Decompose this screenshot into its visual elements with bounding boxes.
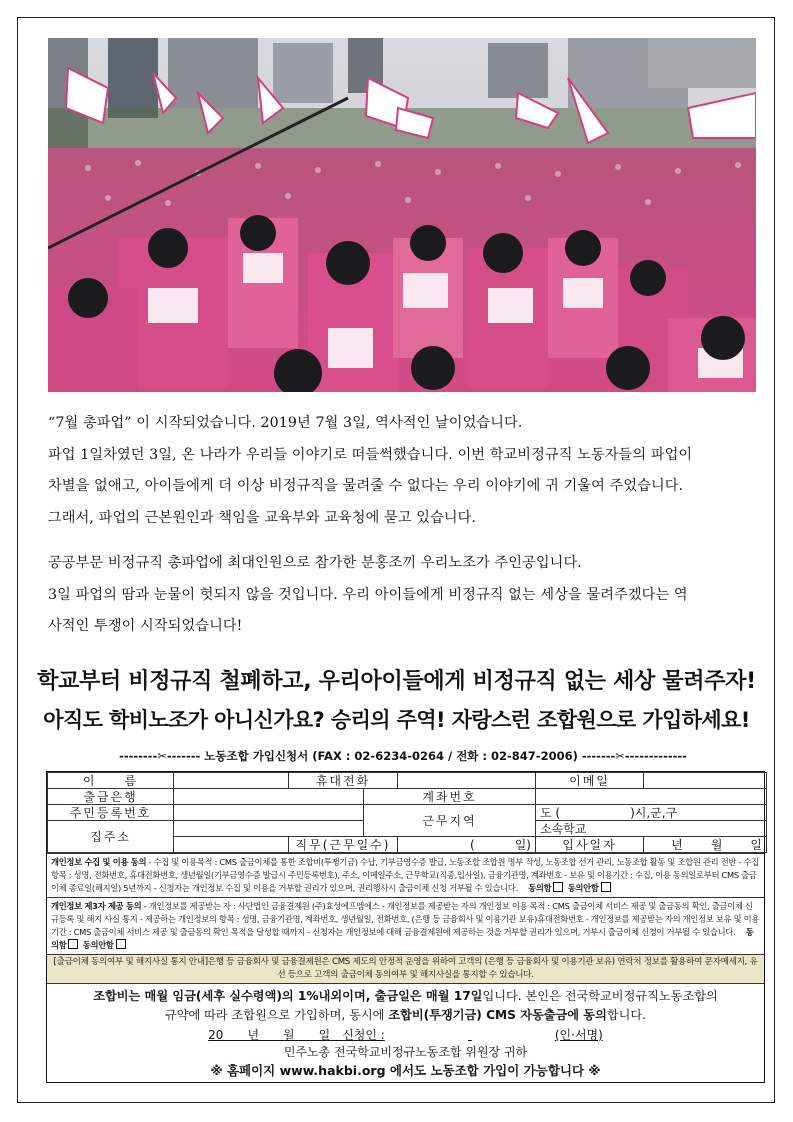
membership-application-form xyxy=(46,771,765,1083)
intro-line-2: 파업 1일차였던 3일, 온 나라가 우리들 이야기로 떠들썩했습니다. 이번 학교비정규직 노동자들의 파업이 xyxy=(48,446,693,463)
consent-third-party-title: 개인정보 제3자 제공 동의 xyxy=(51,901,142,911)
second-paragraph xyxy=(48,548,758,643)
consent-collection-agree-label: 동의함 xyxy=(528,883,552,893)
consent-third-party-text: - 개인정보를 제공받는 자 : 사단법인 금융결제원 (주)효성에프엠에스 - 개인정보를 제공받는 자의 개인정보 이용 목적 : CMS 출금이체 서비스 제공 및 출금동의 확인, 출금이체 신규등록 및 해지 사실 통지 - 제공하는 개인정보의 항목 : 성명, 금융기관명, 계좌번호, 생년월일, 전화번호, (은행 등 금융회사 및 이용기관 보유)휴대전화번호 - 개인정보를 제공받는 자의 개인정보 보유 및 이용기간 : CMS 출금이체 서비스 제공 및 출금동의 확인 목적을 달성할 때까지 - 신청자는 개인정보에 대해 금융결제원에 제공하는 것을 거부할 권리가 있으며, 거부시 출금이체 신청이 거부될 수 있습니다. xyxy=(51,901,760,937)
consent-third-party-disagree-checkbox[interactable] xyxy=(116,939,126,949)
name-label: 이 름 xyxy=(48,773,174,789)
month-label: 월 xyxy=(710,837,723,852)
consent-third-party-agree-checkbox[interactable] xyxy=(68,939,78,949)
fee-statement-end: 합니다. xyxy=(606,1008,647,1022)
consent-collection-disagree-checkbox[interactable] xyxy=(601,882,611,892)
intro-line-4: 그래서, 파업의 근본원인과 책임을 교육부와 교육청에 묻고 있습니다. xyxy=(48,509,477,526)
consent-third-party-section xyxy=(47,897,764,954)
consent-collection-text: - 수집 및 이용목적 : CMS 출금이체를 통한 조합비(투쟁기금) 수납, 기부금영수증 발급, 노동조합 조합원 명부 작성, 노동조합 선거 관리, 노동조합 활동 및 조합원 관리 전반 - 수집항목 : 성명, 전화번호, 휴대전화번호, 생년월일(기부금영수증 발급시 주민등록번호), 주소, 이메일주소, 근무학교(직종,입사일), 금융기관명, 계좌번호 - 보유 및 이용기간 : 수집, 이용 동의일로부터 CMS 출금이체 종료일(해지일) 5년까지 - 신청자는 개인정보 수집 및 이용을 거부할 권리가 있으며, 권리행사시 출금이체 신청 거부될 수 있습니다. xyxy=(51,857,759,893)
slogan-headline: 학교부터 비정규직 철폐하고, 우리아이들에게 비정규직 없는 세상 물려주자! xyxy=(37,669,756,694)
fee-statement-bold: 조합비는 매월 임금(세후 실수령액)의 1%내외이며, 출금일은 매월 17일 xyxy=(93,989,483,1003)
withdrawal-notice: [출금이체 동의여부 및 해지사실 통지 안내]은행 등 금융회사 및 금융결제원은 CMS 제도의 안정적 운영을 위하여 고객의 (은행 등 금융회사 및 이용기관 보유) 연락처 정보를 활용하여 문자메세지, 유선 등으로 고객의 출금이체 동의여부 및 해지사실을 통지할 수 있습니다. xyxy=(47,954,764,983)
job-label: 직무(근무일수) xyxy=(289,837,398,853)
consent-collection-section xyxy=(47,853,764,897)
job-field[interactable] xyxy=(398,837,536,853)
province-field[interactable] xyxy=(536,805,767,821)
join-date-field[interactable] xyxy=(644,837,767,853)
signature-seal: (인·서명) xyxy=(554,1028,603,1042)
consent-collection-agree-checkbox[interactable] xyxy=(553,882,563,892)
province-prefix: 도 ( xyxy=(540,805,561,820)
name-field[interactable] xyxy=(174,773,289,789)
rrn-label: 주민등록번호 xyxy=(48,805,174,821)
account-field[interactable] xyxy=(536,789,767,805)
school-label: 소속학교 xyxy=(540,821,587,836)
consent-third-party-disagree-label: 동의안함 xyxy=(82,940,114,950)
rrn-field[interactable] xyxy=(174,805,364,821)
year-label: 년 xyxy=(671,837,683,852)
consent-collection-disagree-label: 동의안함 xyxy=(567,883,599,893)
fee-statement-line2: 규약에 따라 조합원으로 가입하며, 동시에 xyxy=(164,1008,389,1022)
province-suffix: )시,군,구 xyxy=(630,805,678,820)
signature-line xyxy=(47,1027,764,1044)
school-field[interactable] xyxy=(536,821,767,837)
address-label: 집주소 xyxy=(48,821,174,853)
job-paren-close: 일) xyxy=(514,837,531,852)
fee-cms-consent: 조합비(투쟁기금) CMS 자동출금에 동의 xyxy=(388,1008,607,1022)
address-field[interactable] xyxy=(174,821,364,837)
phone-label: 휴대전화 xyxy=(289,773,398,789)
bank-label: 출금은행 xyxy=(48,789,174,805)
second-line-1: 공공부문 비정규직 총파업에 최대인원으로 참가한 분홍조끼 우리노조가 주인공입니다. xyxy=(48,555,582,571)
second-line-2: 3일 파업의 땀과 눈물이 헛되지 않을 것입니다. 우리 아이들에게 비정규직 없는 세상을 물려주겠다는 역 xyxy=(48,586,688,603)
bank-field[interactable] xyxy=(174,789,364,805)
second-line-3: 사적인 투쟁이 시작되었습니다! xyxy=(48,618,243,634)
fee-statement xyxy=(47,983,764,1027)
join-call-headline: 아직도 학비노조가 아니신가요? 승리의 주역! 자랑스런 조합원으로 가입하세요! xyxy=(43,708,750,732)
cut-line-header: --------✂------- 노동조합 가입신청서 (FAX : 02-6234-0264 / 전화 : 02-847-2006) -------✂------------- xyxy=(119,749,687,763)
intro-line-3: 차별을 없애고, 아이들에게 더 이상 비정규직을 물려줄 수 없다는 우리 이야기에 귀 기울여 주었습니다. xyxy=(48,478,684,494)
phone-field[interactable] xyxy=(398,773,536,789)
job-paren-open: ( xyxy=(470,837,475,852)
intro-paragraph xyxy=(48,408,758,534)
address-field-2[interactable] xyxy=(174,837,289,853)
signature-date[interactable]: 20 년 월 일 신청인 : xyxy=(208,1028,385,1042)
intro-line-1: “7월 총파업” 이 시작되었습니다. 2019년 7월 3일, 역사적인 날이었습니다. xyxy=(48,415,523,431)
applicant-info-table xyxy=(47,772,767,853)
strike-rally-photo xyxy=(48,38,756,392)
join-date-label: 입사일자 xyxy=(536,837,644,853)
consent-third-party-agree-label: 동의함 xyxy=(51,927,754,950)
account-label: 계좌번호 xyxy=(364,789,536,805)
email-field[interactable] xyxy=(644,773,767,789)
addressee: 민주노총 전국학교비정규노동조합 위원장 귀하 xyxy=(283,1045,528,1059)
fee-statement-rest: 입니다. 본인은 전국학교비정규직노동조합의 xyxy=(482,989,718,1003)
email-label: 이메일 xyxy=(536,773,644,789)
day-label: 일 xyxy=(750,837,762,852)
signature-field[interactable] xyxy=(385,1027,555,1044)
workplace-label: 근무지역 xyxy=(364,805,536,837)
homepage-notice: ※ 홈페이지 www.hakbi.org 에서도 노동조합 가입이 가능합니다 ※ xyxy=(210,1063,601,1078)
consent-collection-title: 개인정보 수집 및 이용 동의 xyxy=(51,857,147,867)
